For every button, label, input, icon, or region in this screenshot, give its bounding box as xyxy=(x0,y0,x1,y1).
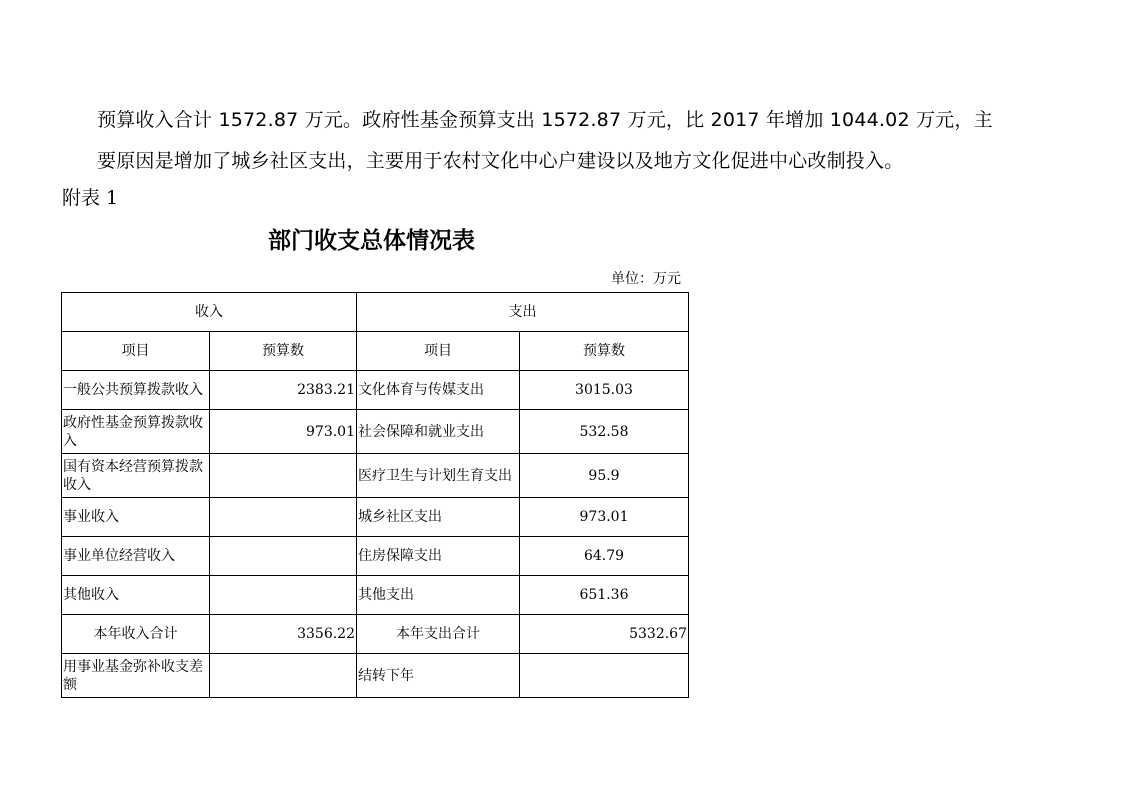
budget-table xyxy=(61,292,689,698)
expense-amount-cell: 532.58 xyxy=(520,410,689,454)
income-item-cell: 政府性基金预算拨款收入 xyxy=(62,410,210,454)
expense-item-cell: 社会保障和就业支出 xyxy=(357,410,520,454)
expense-amount-cell xyxy=(520,654,689,698)
income-amount-cell xyxy=(210,654,357,698)
income-total-label: 本年收入合计 xyxy=(62,615,210,654)
table-row xyxy=(62,410,689,454)
income-item-cell: 事业收入 xyxy=(62,498,210,537)
table-row xyxy=(62,498,689,537)
income-amount-cell xyxy=(210,537,357,576)
income-item-cell: 国有资本经营预算拨款收入 xyxy=(62,454,210,498)
paragraph-line-1: 预算收入合计 1572.87 万元。政府性基金预算支出 1572.87 万元，比 2017 年增加 1044.02 万元，主 xyxy=(97,109,993,131)
expense-item-cell: 文化体育与传媒支出 xyxy=(357,371,520,410)
unit-label: 单位：万元 xyxy=(611,271,681,287)
table-subheader-row xyxy=(62,332,689,371)
expense-item-cell: 城乡社区支出 xyxy=(357,498,520,537)
expense-amount-cell: 95.9 xyxy=(520,454,689,498)
income-item-cell: 一般公共预算拨款收入 xyxy=(62,371,210,410)
income-header: 收入 xyxy=(62,293,357,332)
expense-header: 支出 xyxy=(357,293,689,332)
paragraph-line-2: 要原因是增加了城乡社区支出，主要用于农村文化中心户建设以及地方文化促进中心改制投入。 xyxy=(97,150,904,172)
income-amount-cell: 973.01 xyxy=(210,410,357,454)
income-amount-cell xyxy=(210,498,357,537)
income-total-amount: 3356.22 xyxy=(210,615,357,654)
expense-amount-cell: 651.36 xyxy=(520,576,689,615)
income-item-header: 项目 xyxy=(62,332,210,371)
expense-item-cell: 医疗卫生与计划生育支出 xyxy=(357,454,520,498)
table-row xyxy=(62,576,689,615)
table-row xyxy=(62,537,689,576)
expense-item-cell: 结转下年 xyxy=(357,654,520,698)
income-amount-cell xyxy=(210,576,357,615)
expense-total-amount: 5332.67 xyxy=(520,615,689,654)
table-row xyxy=(62,371,689,410)
expense-amount-header: 预算数 xyxy=(520,332,689,371)
expense-amount-cell: 64.79 xyxy=(520,537,689,576)
income-item-cell: 事业单位经营收入 xyxy=(62,537,210,576)
expense-item-header: 项目 xyxy=(357,332,520,371)
income-item-cell: 用事业基金弥补收支差额 xyxy=(62,654,210,698)
expense-amount-cell: 973.01 xyxy=(520,498,689,537)
expense-total-label: 本年支出合计 xyxy=(357,615,520,654)
table-title: 部门收支总体情况表 xyxy=(268,227,475,254)
appendix-label: 附表 1 xyxy=(62,187,119,209)
total-row xyxy=(62,615,689,654)
table-row xyxy=(62,654,689,698)
income-item-cell: 其他收入 xyxy=(62,576,210,615)
expense-item-cell: 其他支出 xyxy=(357,576,520,615)
expense-amount-cell: 3015.03 xyxy=(520,371,689,410)
income-amount-cell xyxy=(210,454,357,498)
income-amount-header: 预算数 xyxy=(210,332,357,371)
expense-item-cell: 住房保障支出 xyxy=(357,537,520,576)
income-amount-cell: 2383.21 xyxy=(210,371,357,410)
table-header-row xyxy=(62,293,689,332)
table-row xyxy=(62,454,689,498)
